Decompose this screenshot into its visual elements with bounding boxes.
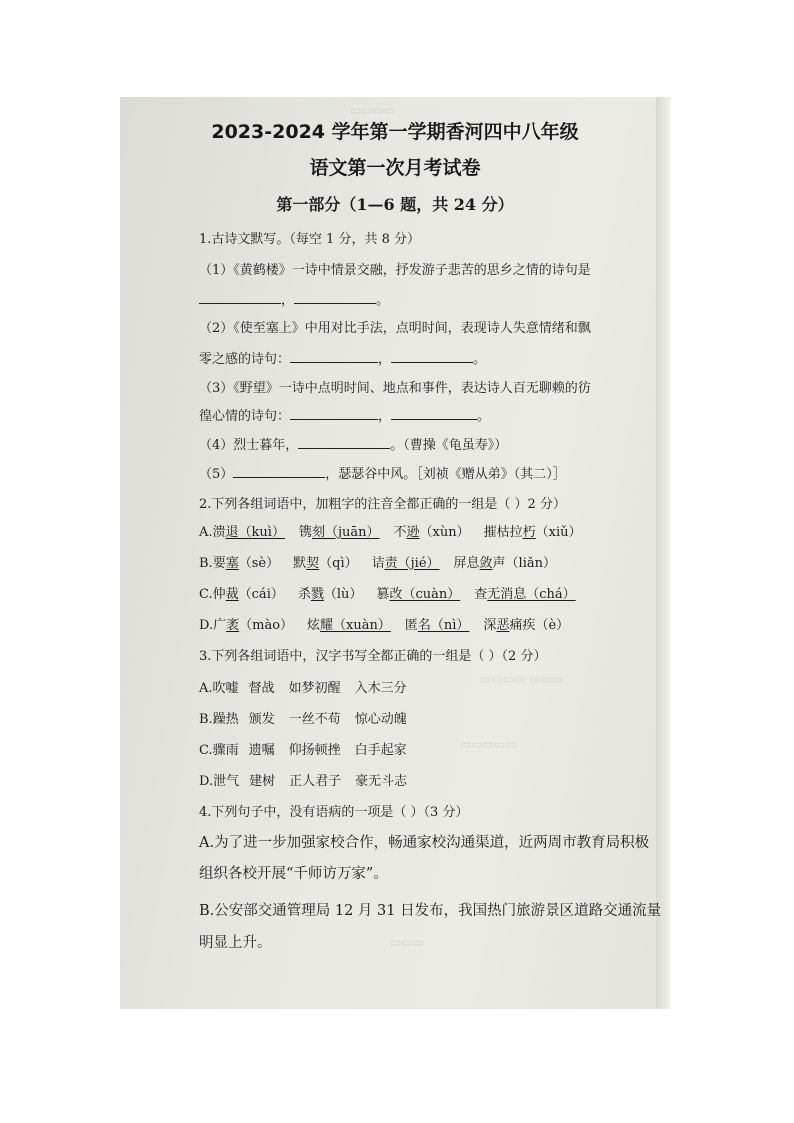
q3-option-d bbox=[199, 770, 407, 789]
option-word bbox=[293, 556, 358, 571]
scanned-exam-page bbox=[120, 97, 670, 1009]
paper-edge-shadow bbox=[656, 97, 670, 1009]
option-word bbox=[213, 587, 284, 602]
tested-character: 改（cuàn） bbox=[389, 587, 461, 602]
tested-character: 戮 bbox=[310, 587, 324, 602]
option-label: C. bbox=[199, 587, 213, 602]
word-text: 诘 bbox=[371, 556, 385, 571]
bleed-through-mark: ▭▭▭▭ bbox=[350, 103, 396, 117]
option-word bbox=[213, 556, 279, 571]
tested-character: 塞 bbox=[225, 556, 239, 571]
option-word bbox=[299, 525, 380, 540]
tested-character: 恶 bbox=[496, 618, 510, 633]
word-text: （sè） bbox=[238, 556, 280, 571]
source-note: 。（曹操《龟虽寿》） bbox=[390, 438, 508, 453]
option-word: 惊心动魄 bbox=[354, 712, 407, 727]
word-text: （mào） bbox=[239, 618, 294, 633]
comma: ， bbox=[378, 409, 392, 424]
tested-character: 刻（juān） bbox=[311, 525, 380, 540]
option-label: D. bbox=[199, 774, 214, 789]
answer-blank[interactable] bbox=[391, 407, 477, 420]
option-word: 泄气 bbox=[213, 774, 240, 789]
q1-part2-prompt: （2）《使至塞上》中用对比手法，点明时间，表现诗人失意情绪和飘 bbox=[199, 321, 591, 336]
tested-character: 责（jié） bbox=[384, 556, 440, 571]
option-word bbox=[484, 525, 582, 540]
option-word bbox=[298, 587, 363, 602]
tested-character: 退（kuì） bbox=[225, 525, 285, 540]
q1-part4 bbox=[199, 434, 507, 453]
tested-character: 袤 bbox=[226, 618, 240, 633]
option-word: 入木三分 bbox=[354, 681, 407, 696]
exam-title-line2: 语文第一次月考试卷 bbox=[309, 157, 481, 179]
prompt-continuation: 零之感的诗句： bbox=[199, 352, 291, 367]
word-text: 溃 bbox=[212, 525, 226, 540]
word-text: （lù） bbox=[323, 587, 363, 602]
option-word bbox=[376, 587, 460, 602]
option-word: 躁热 bbox=[212, 712, 239, 727]
word-text: 杀 bbox=[297, 587, 311, 602]
period: 。 bbox=[477, 409, 491, 424]
answer-blank[interactable] bbox=[233, 465, 325, 478]
word-text: 屏息 bbox=[453, 556, 480, 571]
comma: ， bbox=[281, 293, 295, 308]
q4-option-b-line2: 明显上升。 bbox=[199, 935, 272, 951]
prompt-continuation: 徨心情的诗句： bbox=[199, 409, 291, 424]
q1-part3-answer bbox=[199, 405, 490, 424]
q2-option-a bbox=[199, 521, 582, 540]
option-word: 吹嘘 bbox=[212, 681, 239, 696]
word-text: （cái） bbox=[238, 587, 284, 602]
option-word bbox=[394, 525, 470, 540]
option-word bbox=[474, 587, 575, 602]
tested-character: 无消息（chá） bbox=[487, 587, 576, 602]
bleed-through-mark: ▭▭▭▭▭ bbox=[460, 737, 517, 751]
option-word bbox=[454, 556, 556, 571]
q4-heading: 4.下列句子中，没有语病的一项是（ ）（3 分） bbox=[199, 805, 469, 820]
verse-start: （4）烈士暮年， bbox=[199, 438, 299, 453]
word-text: 篡 bbox=[376, 587, 390, 602]
word-text: （qì） bbox=[319, 556, 358, 571]
option-word bbox=[405, 618, 470, 633]
option-word: 仰扬顿挫 bbox=[288, 743, 341, 758]
answer-blank[interactable] bbox=[290, 407, 378, 420]
option-word: 建树 bbox=[249, 774, 276, 789]
word-text: 不 bbox=[393, 525, 407, 540]
word-text: 仲 bbox=[212, 587, 226, 602]
answer-blank[interactable] bbox=[199, 291, 281, 304]
tested-character: 耀（xuàn） bbox=[320, 618, 391, 633]
comma: ， bbox=[378, 352, 392, 367]
word-text: 匿 bbox=[404, 618, 418, 633]
tested-character: 契 bbox=[306, 556, 320, 571]
option-word: 正人君子 bbox=[289, 774, 342, 789]
word-text: 痛疾（è） bbox=[509, 618, 570, 633]
option-word: 督战 bbox=[248, 681, 275, 696]
part-number: （5） bbox=[199, 467, 234, 482]
option-word: 白手起家 bbox=[354, 743, 407, 758]
word-text: 查 bbox=[474, 587, 488, 602]
word-text: 炫 bbox=[307, 618, 321, 633]
q4-option-b-line1: B.公安部交通管理局 12 月 31 日发布，我国热门旅游景区道路交通流量 bbox=[199, 903, 662, 919]
q3-option-a bbox=[199, 677, 407, 696]
word-text: 摧枯拉 bbox=[483, 525, 523, 540]
q4-option-a-line2: 组织各校开展“千师访万家”。 bbox=[199, 866, 388, 882]
option-word: 一丝不苟 bbox=[288, 712, 341, 727]
answer-blank[interactable] bbox=[294, 291, 376, 304]
tested-character: 朽 bbox=[522, 525, 536, 540]
period: 。 bbox=[376, 293, 390, 308]
option-word: 颁发 bbox=[248, 712, 275, 727]
q4-option-a-line1: A.为了进一步加强家校合作，畅通家校沟通渠道，近两周市教育局积极 bbox=[199, 835, 650, 851]
word-text: （xùn） bbox=[419, 525, 470, 540]
word-text: 声（liǎn） bbox=[492, 556, 556, 571]
tested-character: 逊 bbox=[406, 525, 420, 540]
verse-end: ，瑟瑟谷中风。［刘祯《赠从弟》（其二）］ bbox=[325, 467, 566, 482]
q2-heading: 2.下列各组词语中，加粗字的注音全都正确的一组是（ ）2 分） bbox=[199, 497, 566, 512]
word-text: 深 bbox=[483, 618, 497, 633]
option-word bbox=[372, 556, 440, 571]
option-word: 豪无斗志 bbox=[355, 774, 408, 789]
q3-option-c bbox=[199, 739, 407, 758]
q3-option-b bbox=[199, 708, 407, 727]
option-word: 如梦初醒 bbox=[288, 681, 341, 696]
q1-part5 bbox=[199, 463, 566, 482]
option-label: A. bbox=[199, 525, 213, 540]
option-label: A. bbox=[199, 681, 213, 696]
word-text: 镌 bbox=[298, 525, 312, 540]
q1-part3-prompt: （3）《野望》一诗中点明时间、地点和事件，表达诗人百无聊赖的彷 bbox=[199, 381, 591, 396]
option-label: C. bbox=[199, 743, 213, 758]
bleed-through-mark: ▭▭▭ bbox=[390, 935, 425, 949]
tested-character: 敛 bbox=[479, 556, 493, 571]
option-label: B. bbox=[199, 712, 213, 727]
option-word bbox=[307, 618, 391, 633]
option-word bbox=[483, 618, 569, 633]
exam-title-line1: 2023-2024 学年第一学期香河四中八年级 bbox=[211, 121, 579, 143]
option-word: 遗嘱 bbox=[248, 743, 275, 758]
period: 。 bbox=[473, 352, 487, 367]
q1-part1-answer bbox=[199, 289, 389, 308]
q2-option-b bbox=[199, 552, 556, 571]
bleed-through-mark: ▭▭▭▭ ▭▭▭ bbox=[480, 672, 564, 686]
q2-option-d bbox=[199, 614, 569, 633]
answer-blank[interactable] bbox=[391, 350, 473, 363]
word-text: （xiǔ） bbox=[535, 525, 582, 540]
q1-part2-answer bbox=[199, 348, 486, 367]
q2-option-c bbox=[199, 583, 576, 602]
q1-heading: 1.古诗文默写。（每空 1 分，共 8 分） bbox=[199, 232, 420, 247]
q3-heading: 3.下列各组词语中，汉字书写全都正确的一组是（ ）（2 分） bbox=[199, 649, 547, 664]
section-heading: 第一部分（1—6 题，共 24 分） bbox=[276, 195, 514, 214]
word-text: 广 bbox=[213, 618, 227, 633]
answer-blank[interactable] bbox=[290, 350, 378, 363]
answer-blank[interactable] bbox=[298, 436, 390, 449]
option-word: 骤雨 bbox=[212, 743, 239, 758]
tested-character: 裁 bbox=[225, 587, 239, 602]
tested-character: 名（nì） bbox=[417, 618, 470, 633]
word-text: 默 bbox=[293, 556, 307, 571]
option-label: B. bbox=[199, 556, 213, 571]
option-label: D. bbox=[199, 618, 214, 633]
word-text: 要 bbox=[212, 556, 226, 571]
option-word bbox=[213, 618, 293, 633]
option-word bbox=[213, 525, 285, 540]
q1-part1-prompt: （1）《黄鹤楼》一诗中情景交融，抒发游子悲苦的思乡之情的诗句是 bbox=[199, 263, 591, 278]
